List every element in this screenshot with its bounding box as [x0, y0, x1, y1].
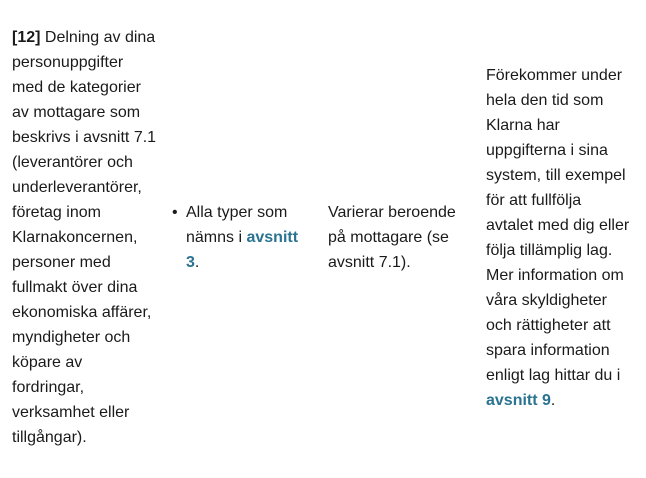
avsnitt-3-link[interactable]: avsnitt 3: [186, 229, 299, 271]
retention-cell: [486, 0, 631, 475]
punctuation: .: [550, 391, 556, 409]
retention-text: Förekommer under hela den tid som Klarna har uppgifterna i sina system, till exempel för att fullfölja avtalet med dig eller följa tillämplig lag. Mer information om våra skyldigheter och rättigheter att spara information enligt lag hittar du i: [486, 66, 630, 384]
data-types-cell: [172, 0, 312, 475]
data-types-text: Alla typer som nämns i: [186, 204, 288, 246]
legal-basis-text: Varierar beroende på mottagare (se avsnitt 7.1).: [328, 204, 456, 271]
bullet-icon: •: [172, 204, 178, 221]
purpose-cell: [12, 0, 157, 475]
list-item: [172, 200, 312, 275]
punctuation: .: [194, 254, 200, 271]
legal-basis-cell: [328, 0, 463, 475]
purpose-text: Delning av dina personuppgifter med de kategorier av mottagare som beskrivs i avsnitt 7.1 (leverantörer och underleverantörer, företag inom Klarnakoncernen, personer med fullmakt över dina ekonomiska affärer, myndigheter och köpare av fordringar, verksamhet eller tillgångar).: [12, 29, 157, 446]
avsnitt-9-link[interactable]: avsnitt 9: [486, 391, 551, 409]
reference-number: [12]: [12, 29, 41, 46]
